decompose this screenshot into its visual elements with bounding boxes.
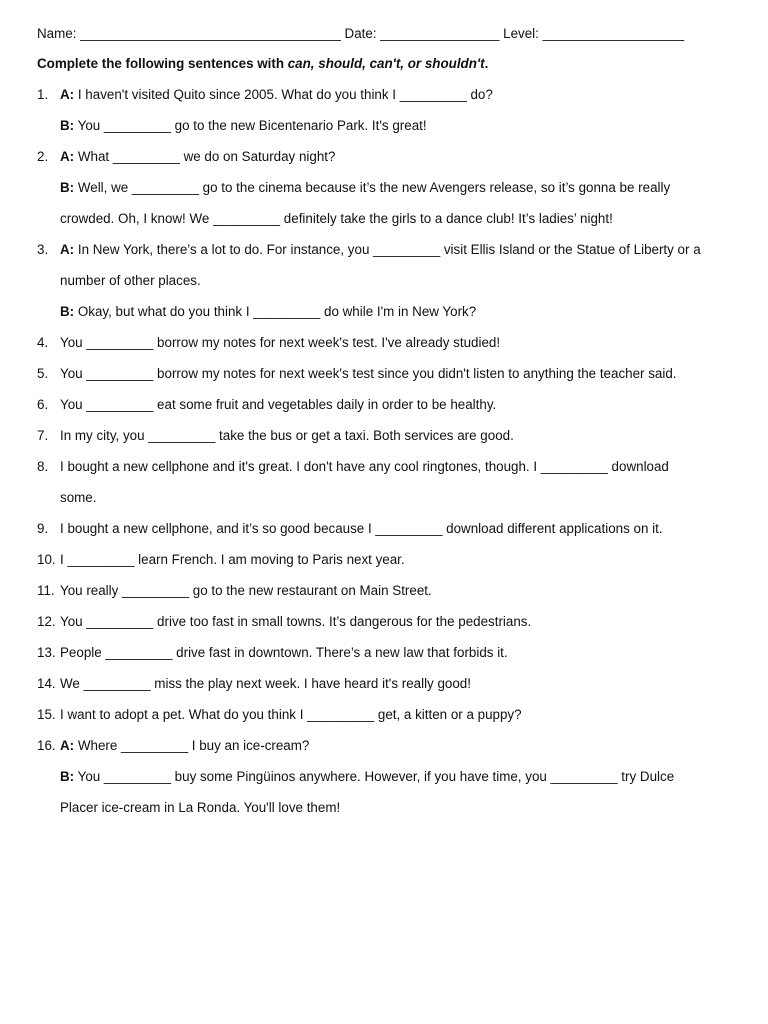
exercise-number: 11. <box>37 583 55 598</box>
exercise-text <box>60 426 514 446</box>
exercise-text <box>60 705 522 725</box>
exercise-line <box>37 333 749 364</box>
exercise-number: 10. <box>37 552 56 567</box>
exercise-line <box>37 705 749 736</box>
exercise-line <box>37 550 749 581</box>
exercise-text <box>60 302 476 322</box>
exercise-line <box>37 178 749 209</box>
sentence-text: I bought a new cellphone and it's great. I don't have any cool ringtones, though. I _________ download <box>60 459 669 474</box>
sentence-text: number of other places. <box>60 273 201 288</box>
header-fields: Name: ___________________________________ Date: ________________ Level: ___________________ <box>37 26 685 41</box>
exercise-text <box>60 612 531 632</box>
exercise-text <box>60 798 340 818</box>
exercise-text <box>60 674 471 694</box>
exercise-text <box>60 178 670 198</box>
sentence-text: You _________ borrow my notes for next week's test. I've already studied! <box>60 335 501 350</box>
exercise-number: 14. <box>37 676 56 691</box>
exercise-line <box>37 85 749 116</box>
sentence-text: We _________ miss the play next week. I have heard it's really good! <box>60 676 471 691</box>
exercise-text <box>60 333 500 353</box>
exercise-line <box>37 457 749 488</box>
speaker-label: A: <box>60 149 75 164</box>
sentence-text: I want to adopt a pet. What do you think I _________ get, a kitten or a puppy? <box>60 707 522 722</box>
speaker-label: A: <box>60 87 75 102</box>
exercise-text <box>60 736 309 756</box>
sentence-text: You _________ go to the new Bicentenario Park. It's great! <box>74 118 427 133</box>
speaker-label: A: <box>60 738 75 753</box>
exercise-line <box>37 736 749 767</box>
sentence-text: People _________ drive fast in downtown. There’s a new law that forbids it. <box>60 645 508 660</box>
exercise-number: 2. <box>37 149 49 164</box>
sentence-text: What _________ we do on Saturday night? <box>74 149 336 164</box>
exercise-number: 16. <box>37 738 56 753</box>
exercise-line <box>37 767 749 798</box>
exercise-number: 12. <box>37 614 56 629</box>
exercise-line <box>37 519 749 550</box>
sentence-text: You _________ eat some fruit and vegetables daily in order to be healthy. <box>60 397 497 412</box>
sentence-text: Where _________ I buy an ice-cream? <box>74 738 310 753</box>
exercise-line <box>37 116 749 147</box>
exercise-line <box>37 643 749 674</box>
sentence-text: You _________ borrow my notes for next week's test since you didn't listen to anything the teacher said. <box>60 366 677 381</box>
exercise-line <box>37 302 749 333</box>
exercise-text <box>60 364 677 384</box>
exercise-text <box>60 116 427 136</box>
instructions <box>37 54 749 74</box>
exercise-line <box>37 612 749 643</box>
exercise-number: 1. <box>37 87 49 102</box>
exercise-line <box>37 395 749 426</box>
sentence-text: You _________ drive too fast in small towns. It’s dangerous for the pedestrians. <box>60 614 532 629</box>
exercise-text <box>60 240 701 260</box>
exercise-line <box>37 240 749 271</box>
sentence-text: You _________ buy some Pingüinos anywhere. However, if you have time, you _________ try Dulce <box>74 769 675 784</box>
exercise-line <box>37 581 749 612</box>
exercise-number: 4. <box>37 335 49 350</box>
exercise-line <box>37 798 749 829</box>
exercise-text <box>60 767 674 787</box>
sentence-text: I haven't visited Quito since 2005. What do you think I _________ do? <box>74 87 493 102</box>
exercise-number: 13. <box>37 645 56 660</box>
instructions-prefix: Complete the following sentences with <box>37 56 288 71</box>
sentence-text: some. <box>60 490 97 505</box>
sentence-text: I _________ learn French. I am moving to Paris next year. <box>60 552 405 567</box>
exercise-number: 8. <box>37 459 49 474</box>
exercise-number: 9. <box>37 521 49 536</box>
speaker-label: A: <box>60 242 75 257</box>
instructions-suffix: . <box>484 56 489 71</box>
exercise-line <box>37 674 749 705</box>
sentence-text: I bought a new cellphone, and it’s so good because I _________ download different applications on it. <box>60 521 663 536</box>
sentence-text: You really _________ go to the new restaurant on Main Street. <box>60 583 432 598</box>
sentence-text: crowded. Oh, I know! We _________ definitely take the girls to a dance club! It’s ladies’ night! <box>60 211 613 226</box>
sentence-text: In New York, there’s a lot to do. For instance, you _________ visit Ellis Island or the Statue of Liberty or a <box>74 242 701 257</box>
instructions-words: can, should, can't, or shouldn't <box>287 56 485 71</box>
exercise-number: 7. <box>37 428 49 443</box>
exercise-text <box>60 209 613 229</box>
speaker-label: B: <box>60 118 75 133</box>
exercise-text <box>60 85 493 105</box>
exercise-line <box>37 271 749 302</box>
speaker-label: B: <box>60 769 75 784</box>
exercise-text <box>60 519 663 539</box>
exercise-line <box>37 364 749 395</box>
exercise-line <box>37 488 749 519</box>
exercise-number: 5. <box>37 366 49 381</box>
exercise-number: 3. <box>37 242 49 257</box>
exercise-line <box>37 426 749 457</box>
exercise-text <box>60 395 496 415</box>
exercise-text <box>60 147 335 167</box>
exercise-text <box>60 581 432 601</box>
speaker-label: B: <box>60 304 75 319</box>
speaker-label: B: <box>60 180 75 195</box>
exercise-text <box>60 457 669 477</box>
sentence-text: In my city, you _________ take the bus or get a taxi. Both services are good. <box>60 428 514 443</box>
exercise-number: 15. <box>37 707 56 722</box>
exercise-list <box>37 85 749 829</box>
exercise-text <box>60 488 96 508</box>
exercise-text <box>60 643 508 663</box>
sentence-text: Okay, but what do you think I _________ do while I'm in New York? <box>74 304 477 319</box>
exercise-text <box>60 271 201 291</box>
sentence-text: Placer ice-cream in La Ronda. You'll love them! <box>60 800 341 815</box>
exercise-text <box>60 550 405 570</box>
exercise-line <box>37 209 749 240</box>
exercise-number: 6. <box>37 397 49 412</box>
exercise-line <box>37 147 749 178</box>
worksheet-page <box>37 24 749 829</box>
sentence-text: Well, we _________ go to the cinema because it’s the new Avengers release, so it’s gonna be really <box>74 180 671 195</box>
